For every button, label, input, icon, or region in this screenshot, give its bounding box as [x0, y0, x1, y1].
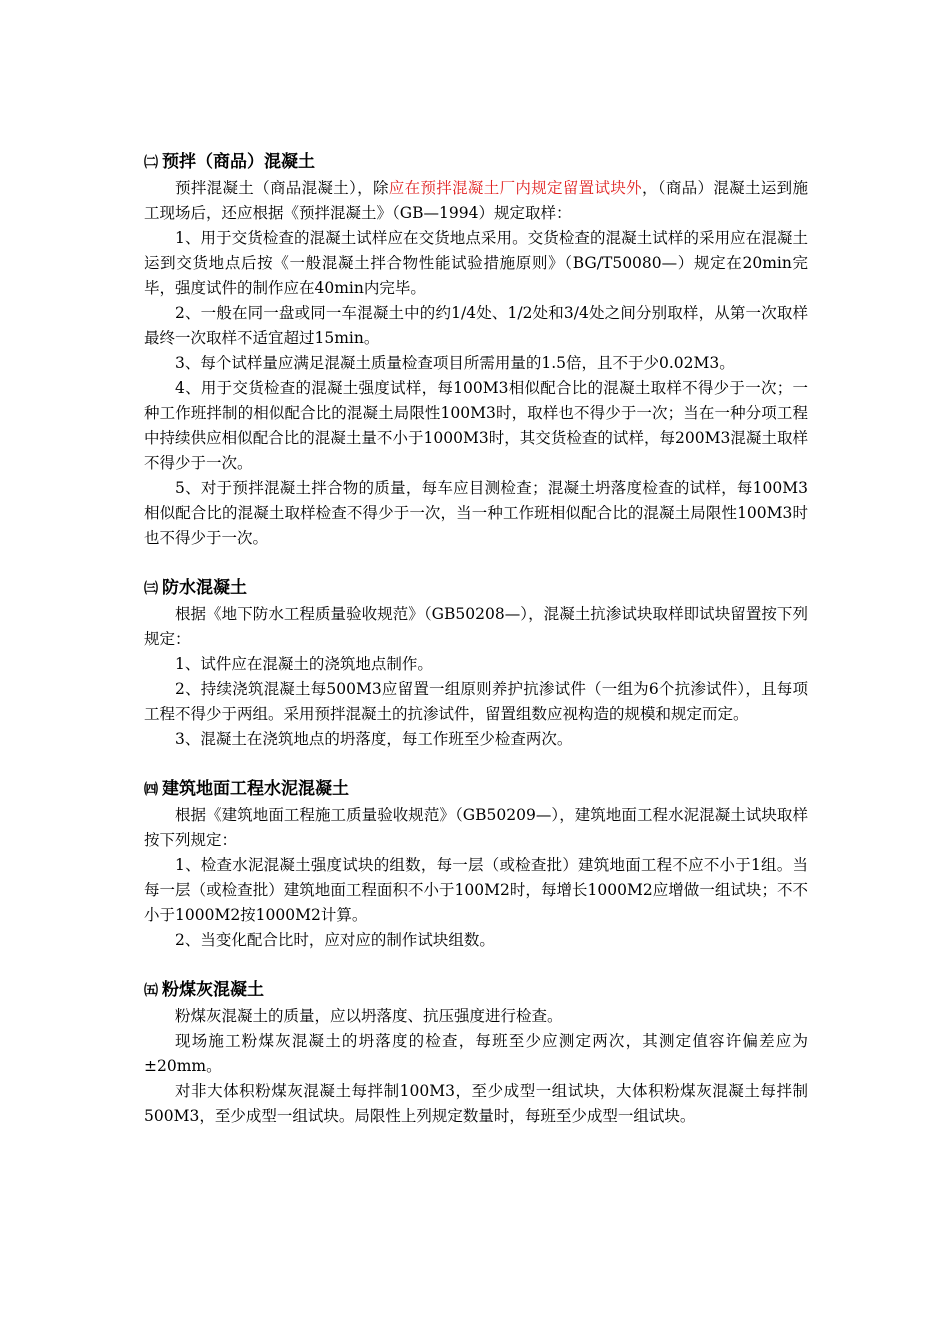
paragraph	[144, 176, 808, 226]
paragraph: 现场施工粉煤灰混凝土的坍落度的检查，每班至少应测定两次，其测定值容许偏差应为±20mm。	[144, 1032, 808, 1075]
section-number: ㈣	[144, 782, 158, 798]
section-number: ㈤	[144, 983, 158, 999]
section-floor-cement-concrete	[144, 777, 808, 953]
section-waterproof-concrete	[144, 576, 808, 752]
paragraph: 1、用于交货检查的混凝土试样应在交货地点采用。交货检查的混凝土试样的采用应在混凝土运到交货地点后按《一般混凝土拌合物性能试验措施原则》（BG/T50080—）规定在20min完毕，强度试件的制作应在40min内完毕。	[144, 229, 808, 297]
section-title: 预拌（商品）混凝土	[162, 152, 315, 172]
paragraph-text: 预拌混凝土（商品混凝土），除	[175, 179, 389, 197]
section-heading	[144, 576, 808, 602]
section-title: 建筑地面工程水泥混凝土	[162, 779, 349, 799]
paragraph: 4、用于交货检查的混凝土强度试样，每100M3相似配合比的混凝土取样不得少于一次；一种工作班拌制的相似配合比的混凝土局限性100M3时，取样也不得少于一次；当在一种分项工程中持续供应相似配合比的混凝土量不小于1000M3时，其交货检查的试样，每200M3混凝土取样不得少于一次。	[144, 379, 808, 472]
section-number: ㈢	[144, 581, 158, 597]
highlighted-text: 应在预拌混凝土厂内规定留置试块外	[388, 179, 642, 197]
paragraph: 根据《地下防水工程质量验收规范》（GB50208—），混凝土抗渗试块取样即试块留置按下列规定：	[144, 605, 808, 648]
section-title: 粉煤灰混凝土	[162, 980, 264, 1000]
paragraph: 根据《建筑地面工程施工质量验收规范》（GB50209—），建筑地面工程水泥混凝土试块取样按下列规定：	[144, 806, 808, 849]
paragraph: 2、当变化配合比时，应对应的制作试块组数。	[175, 931, 495, 949]
paragraph-text: ，（商品）混凝土运到施工现场后，还应根据《预拌混凝土》（GB—1994）规定取样：	[144, 179, 808, 222]
paragraph: 1、试件应在混凝土的浇筑地点制作。	[175, 655, 433, 673]
paragraph: 5、对于预拌混凝土拌合物的质量，每车应目测检查；混凝土坍落度检查的试样，每100M3相似配合比的混凝土取样检查不得少于一次，当一种工作班相似配合比的混凝土局限性100M3时也不得少于一次。	[144, 479, 808, 547]
paragraph: 3、混凝土在浇筑地点的坍落度，每工作班至少检查两次。	[175, 730, 573, 748]
paragraph: 2、一般在同一盘或同一车混凝土中的约1/4处、1/2处和3/4处之间分别取样，从第一次取样最终一次取样不适宜超过15min。	[144, 304, 808, 347]
paragraph: 3、每个试样量应满足混凝土质量检查项目所需用量的1.5倍，且不于少0.02M3。	[175, 354, 735, 372]
section-heading	[144, 777, 808, 803]
paragraph: 粉煤灰混凝土的质量，应以坍落度、抗压强度进行检查。	[175, 1007, 563, 1025]
section-ready-mixed-concrete	[144, 150, 808, 551]
section-number: ㈡	[144, 155, 158, 171]
paragraph: 对非大体积粉煤灰混凝土每拌制100M3，至少成型一组试块，大体积粉煤灰混凝土每拌制500M3，至少成型一组试块。局限性上列规定数量时，每班至少成型一组试块。	[144, 1082, 808, 1125]
document-page	[144, 150, 808, 1154]
paragraph: 1、检查水泥混凝土强度试块的组数，每一层（或检查批）建筑地面工程不应不小于1组。当每一层（或检查批）建筑地面工程面积不小于100M2时，每增长1000M2应增做一组试块；不不小于1000M2按1000M2计算。	[144, 856, 808, 924]
section-heading	[144, 978, 808, 1004]
paragraph: 2、持续浇筑混凝土每500M3应留置一组原则养护抗渗试件（一组为6个抗渗试件），且每项工程不得少于两组。采用预拌混凝土的抗渗试件，留置组数应视构造的规模和规定而定。	[144, 680, 808, 723]
section-title: 防水混凝土	[162, 578, 247, 598]
section-fly-ash-concrete	[144, 978, 808, 1129]
section-heading	[144, 150, 808, 176]
